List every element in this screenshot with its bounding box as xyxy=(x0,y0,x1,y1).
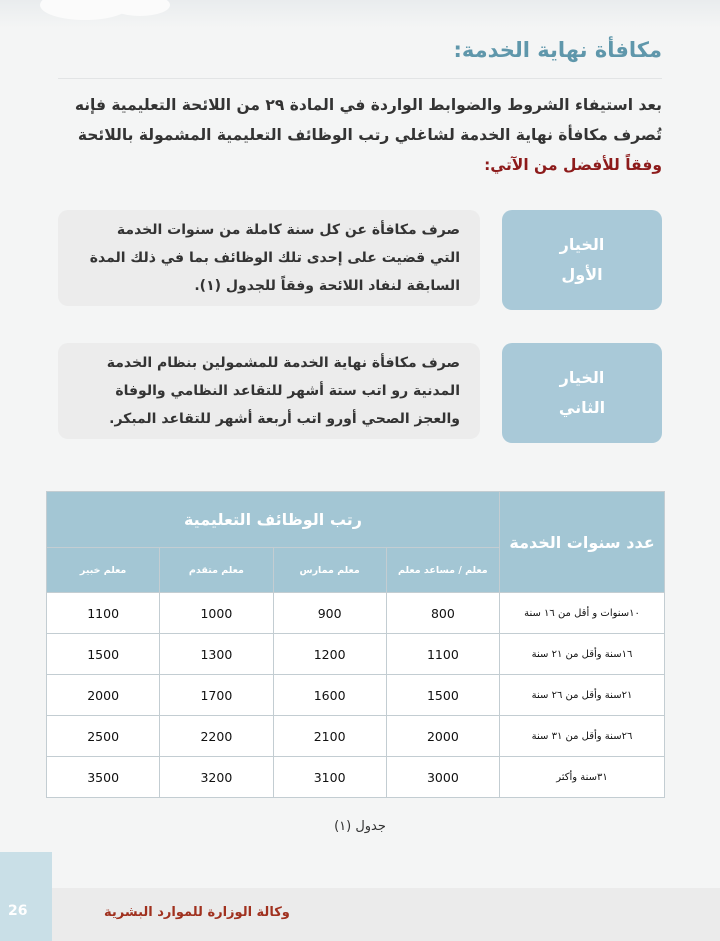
value-cell: 1100 xyxy=(386,634,499,675)
value-cell: 1500 xyxy=(47,634,160,675)
option-label-line: الخيار xyxy=(559,235,605,254)
value-cell: 800 xyxy=(386,593,499,634)
value-cell: 2100 xyxy=(273,716,386,757)
value-cell: 1000 xyxy=(160,593,273,634)
value-cell: 3000 xyxy=(386,757,499,798)
title-divider xyxy=(58,78,662,79)
option-text-line: صرف مكافأة نهاية الخدمة للمشمولين بنظام الخدمة xyxy=(106,355,460,371)
value-cell: 1200 xyxy=(273,634,386,675)
value-cell: 2000 xyxy=(47,675,160,716)
option-text-line: المدنية رو اتب ستة أشهر للتقاعد النظامي والوفاة xyxy=(115,383,460,399)
table-caption: جدول (١) xyxy=(334,819,386,834)
intro-line: بعد استيفاء الشروط والضوابط الواردة في المادة ٢٩ من اللائحة التعليمية فإنه xyxy=(74,96,662,114)
option-label-line: الخيار xyxy=(559,368,605,387)
table-row xyxy=(47,675,665,716)
page-title: مكافأة نهاية الخدمة: xyxy=(453,38,662,62)
years-cell: ١٦سنة وأقل من ٢١ سنة xyxy=(500,634,665,675)
column-header: معلم خبير xyxy=(47,548,160,593)
option-description xyxy=(58,343,480,439)
table-row xyxy=(47,757,665,798)
option-text-line: صرف مكافأة عن كل سنة كاملة من سنوات الخدمة xyxy=(116,222,460,238)
column-header: معلم / مساعد معلم xyxy=(386,548,499,593)
years-cell: ١٠سنوات و أقل من ١٦ سنة xyxy=(500,593,665,634)
value-cell: 3100 xyxy=(273,757,386,798)
table-row xyxy=(47,634,665,675)
option-label xyxy=(502,343,662,443)
value-cell: 900 xyxy=(273,593,386,634)
value-cell: 2200 xyxy=(160,716,273,757)
value-cell: 1100 xyxy=(47,593,160,634)
intro-line-emphasis: وفقاً للأفضل من الآتي: xyxy=(484,156,662,174)
years-cell: ٢٦سنة وأقل من ٣١ سنة xyxy=(500,716,665,757)
table-row xyxy=(47,716,665,757)
option-text-line: السابقة لنفاد اللائحة وفقاً للجدول (١). xyxy=(194,278,460,294)
reward-table-wrapper xyxy=(46,491,665,798)
years-cell: ٢١سنة وأقل من ٢٦ سنة xyxy=(500,675,665,716)
option-first xyxy=(58,210,662,310)
option-text-line: التي قضيت على إحدى تلك الوظائف بما في ذلك المدة xyxy=(89,250,460,266)
value-cell: 2500 xyxy=(47,716,160,757)
page-number: 26 xyxy=(8,903,28,919)
reward-table xyxy=(46,491,665,798)
intro-paragraph xyxy=(58,90,662,180)
value-cell: 2000 xyxy=(386,716,499,757)
intro-line: تُصرف مكافأة نهاية الخدمة لشاغلي رتب الوظائف التعليمية المشمولة باللائحة xyxy=(77,126,662,144)
page-number-tab xyxy=(0,852,52,941)
value-cell: 1500 xyxy=(386,675,499,716)
value-cell: 3200 xyxy=(160,757,273,798)
years-cell: ٣١سنة وأكثر xyxy=(500,757,665,798)
value-cell: 1700 xyxy=(160,675,273,716)
option-text-line: والعجز الصحي أورو اتب أربعة أشهر للتقاعد المبكر. xyxy=(109,411,460,427)
years-column-header: عدد سنوات الخدمة xyxy=(500,492,665,593)
column-header: معلم متقدم xyxy=(160,548,273,593)
value-cell: 3500 xyxy=(47,757,160,798)
top-decoration xyxy=(0,0,720,28)
footer-agency-name: وكالة الوزارة للموارد البشرية xyxy=(104,905,290,920)
option-label-line: الأول xyxy=(561,265,603,284)
option-description xyxy=(58,210,480,306)
table-row xyxy=(47,593,665,634)
option-label-line: الثاني xyxy=(558,398,606,417)
value-cell: 1300 xyxy=(160,634,273,675)
option-second xyxy=(58,343,662,443)
value-cell: 1600 xyxy=(273,675,386,716)
column-header: معلم ممارس xyxy=(273,548,386,593)
option-label xyxy=(502,210,662,310)
grades-group-header: رتب الوظائف التعليمية xyxy=(47,492,500,548)
